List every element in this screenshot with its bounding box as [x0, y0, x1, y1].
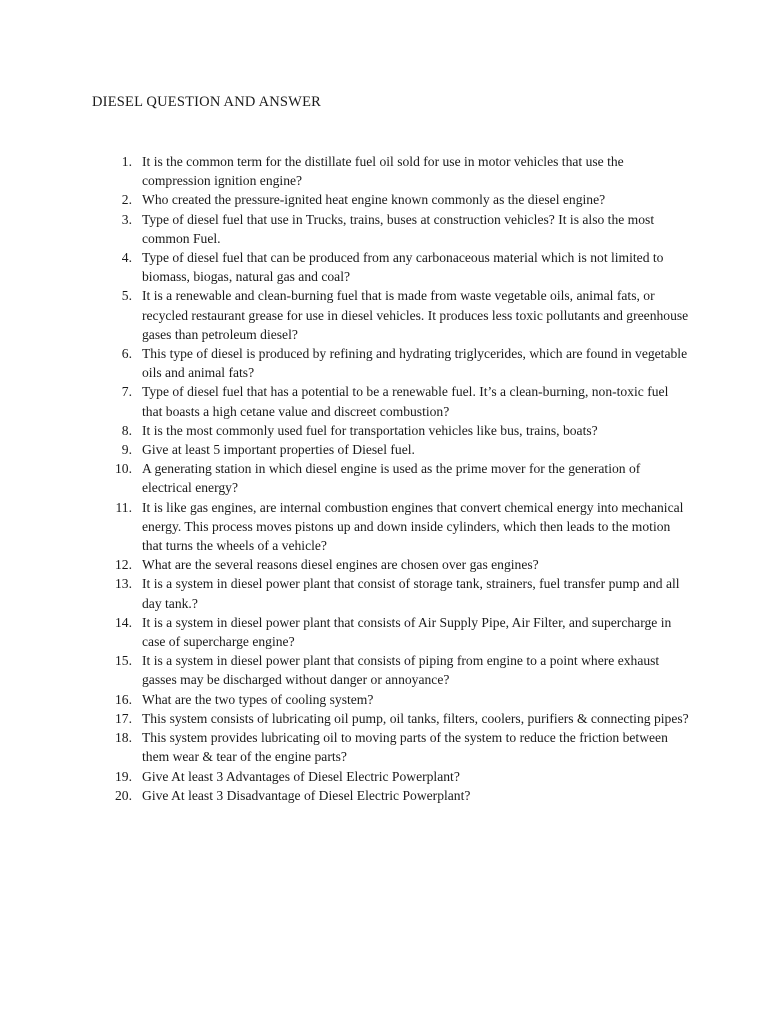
question-text: This type of diesel is produced by refining and hydrating triglycerides, which are found in vegetable oils and animal fats?: [142, 346, 688, 381]
question-text: Who created the pressure-ignited heat engine known commonly as the diesel engine?: [142, 192, 606, 208]
question-text: Give at least 5 important properties of Diesel fuel.: [142, 442, 415, 458]
question-number: 11.: [115, 499, 132, 515]
question-text: This system consists of lubricating oil pump, oil tanks, filters, coolers, purifiers & connecting pipes?: [142, 710, 689, 726]
question-item: [92, 210, 692, 248]
question-number: 15.: [115, 653, 132, 669]
question-list: [92, 152, 692, 805]
question-text: Type of diesel fuel that has a potential to be a renewable fuel. It’s a clean-burning, non-toxic fuel that boasts a high cetane value and discreet combustion?: [142, 384, 669, 419]
question-text: What are the two types of cooling system?: [142, 691, 374, 707]
question-text: It is the common term for the distillate fuel oil sold for use in motor vehicles that use the compression ignition engine?: [142, 154, 624, 189]
question-text: Type of diesel fuel that use in Trucks, trains, buses at construction vehicles? It is also the most common Fuel.: [142, 211, 655, 246]
question-number: 17.: [115, 710, 132, 726]
question-item: [92, 421, 692, 440]
question-number: 1.: [121, 154, 132, 169]
question-item: [92, 286, 692, 344]
question-item: [92, 613, 692, 651]
question-item: [92, 440, 692, 459]
question-item: [92, 767, 692, 786]
question-item: [92, 344, 692, 382]
question-item: [92, 709, 692, 728]
question-item: [92, 728, 692, 766]
question-text: It is a system in diesel power plant that consists of piping from engine to a point where exhaust gasses may be discharged without danger or annoyance?: [142, 653, 660, 688]
question-number: 13.: [115, 576, 132, 592]
question-text: A generating station in which diesel engine is used as the prime mover for the generation of electrical energy?: [142, 461, 641, 496]
question-text: It is the most commonly used fuel for transportation vehicles like bus, trains, boats?: [142, 422, 598, 438]
question-item: [92, 190, 692, 209]
document-title: DIESEL QUESTION AND ANSWER: [92, 94, 322, 110]
question-item: [92, 574, 692, 612]
question-number: 3.: [121, 211, 132, 227]
question-number: 6.: [121, 346, 132, 362]
question-number: 4.: [121, 250, 132, 266]
question-item: [92, 248, 692, 286]
question-number: 8.: [121, 422, 132, 438]
question-number: 10.: [115, 461, 132, 477]
question-text: It is a system in diesel power plant that consist of storage tank, strainers, fuel transfer pump and all day tank.?: [142, 576, 680, 611]
question-text: It is a renewable and clean-burning fuel that is made from waste vegetable oils, animal fats, or recycled restaurant grease for use in diesel vehicles. It produces less toxic pollutants and greenhouse gases than petroleum diesel?: [142, 288, 689, 342]
question-number: 5.: [121, 288, 132, 304]
question-text: Give At least 3 Advantages of Diesel Electric Powerplant?: [142, 768, 460, 784]
question-item: [92, 152, 692, 190]
question-number: 7.: [121, 384, 132, 400]
question-text: It is a system in diesel power plant that consists of Air Supply Pipe, Air Filter, and supercharge in case of supercharge engine?: [142, 614, 672, 650]
question-text: This system provides lubricating oil to moving parts of the system to reduce the friction between them wear & tear of the engine parts?: [142, 730, 668, 765]
question-text: Give At least 3 Disadvantage of Diesel Electric Powerplant?: [142, 787, 471, 803]
question-item: [92, 459, 692, 497]
question-item: [92, 690, 692, 709]
question-item: [92, 498, 692, 556]
question-text: It is like gas engines, are internal combustion engines that convert chemical energy into mechanical energy. This process moves pistons up and down inside cylinders, which then leads to the motion that turns the wheels of a vehicle?: [142, 499, 684, 554]
question-item: [92, 786, 692, 805]
question-number: 9.: [121, 442, 132, 458]
question-text: Type of diesel fuel that can be produced from any carbonaceous material which is not limited to biomass, biogas, natural gas and coal?: [142, 250, 664, 285]
question-number: 19.: [115, 768, 132, 784]
question-number: 2.: [121, 192, 132, 208]
question-number: 16.: [115, 691, 132, 707]
question-item: [92, 382, 692, 420]
question-item: [92, 651, 692, 689]
question-item: [92, 555, 692, 574]
question-number: 12.: [115, 557, 132, 573]
question-text: What are the several reasons diesel engines are chosen over gas engines?: [142, 557, 539, 573]
question-number: 18.: [115, 730, 132, 746]
question-number: 20.: [115, 787, 132, 803]
question-number: 14.: [115, 614, 132, 630]
